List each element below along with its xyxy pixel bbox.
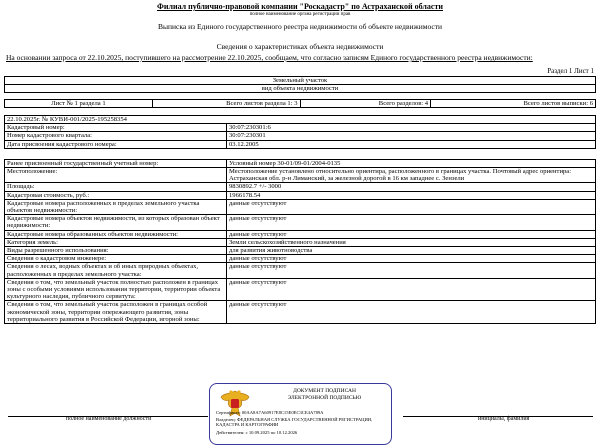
row-label: Ранее присвоенный государственный учетный номер: <box>5 159 227 167</box>
row-label: Категория земель: <box>5 238 227 246</box>
table-row <box>5 140 596 148</box>
table-row <box>5 278 596 301</box>
sheet-counts-table <box>4 99 596 108</box>
table-row <box>5 116 596 124</box>
stamp-owner <box>216 417 388 428</box>
table-row <box>5 168 596 183</box>
row-label: Сведения о лесах, водных объектах и об иных природных объектах, расположенных в пределах земельного участка: <box>5 263 227 278</box>
row-label: Кадастровая стоимость, руб.: <box>5 191 227 199</box>
stamp-title-line2: ЭЛЕКТРОННОЙ ПОДПИСЬЮ <box>287 394 362 401</box>
row-value: Местоположение установлено относительно ориентира, расположенного в границах участка. Почтовый адрес ориентира: Астраханская обл. р-н Лиманский, за железной дорогой в 16 км западнее с. Зензели <box>227 168 596 183</box>
owner-value: ФЕДЕРАЛЬНАЯ СЛУЖБА ГОСУДАРСТВЕННОЙ РЕГИСТРАЦИИ, КАДАСТРА И КАРТОГРАФИИ <box>216 417 373 428</box>
table-row <box>5 183 596 191</box>
organization-caption: полное наименование органа регистрации прав <box>249 12 351 17</box>
row-label: Местоположение: <box>5 168 227 183</box>
object-type-table <box>4 76 596 93</box>
table-row <box>5 215 596 230</box>
table-row <box>5 132 596 140</box>
row-value: 9830892.7 +/- 3000 <box>227 183 596 191</box>
table-row <box>5 148 596 159</box>
object-type: Земельный участок <box>5 77 596 85</box>
sheets-total: Всего листов выписки: 6 <box>431 100 596 108</box>
row-label: Дата присвоения кадастрового номера: <box>5 140 227 148</box>
table-row <box>5 199 596 214</box>
table-row <box>5 247 596 255</box>
row-label: Сведения о том, что земельный участок расположен в границах особой экономической зоны, территории опережающего развития, зоны территориального развития в Российской Федерации, игорной зоны: <box>5 301 227 324</box>
valid-value: с 10.09.2025 по 10.12.2026 <box>245 430 298 435</box>
row-spacer <box>5 148 596 159</box>
row-label: Виды разрешенного использования: <box>5 247 227 255</box>
cert-label: Сертификат: <box>216 410 241 415</box>
row-value: 30:07:230301:6 <box>227 124 596 132</box>
row-value: 30:07:230301 <box>227 132 596 140</box>
row-value: данные отсутствуют <box>227 263 596 278</box>
table-row <box>5 263 596 278</box>
row-label: Кадастровый номер: <box>5 124 227 132</box>
stamp-title <box>262 388 387 401</box>
row-value: Земли сельскохозяйственного назначения <box>227 238 596 246</box>
row-label: Кадастровые номера образованных объектов недвижимости: <box>5 230 227 238</box>
row-value: данные отсутствуют <box>227 278 596 301</box>
valid-label: Действителен: <box>216 430 245 435</box>
row-label: Сведения о том, что земельный участок полностью расположен в границах зоны с особыми условиями использования территории, территории объекта культурного наследия, публичного сервитута: <box>5 278 227 301</box>
table-row <box>5 191 596 199</box>
owner-label: Владелец: <box>216 417 236 422</box>
row-value: данные отсутствуют <box>227 230 596 238</box>
sheets-in-section: Всего листов раздела 1: 3 <box>152 100 300 108</box>
row-value: Условный номер 30-01/09-01/2004-0135 <box>227 159 596 167</box>
sheet-info: Раздел 1 Лист 1 <box>547 67 594 75</box>
stamp-validity <box>216 430 388 435</box>
row-label: Площадь: <box>5 183 227 191</box>
table-row <box>5 230 596 238</box>
row-value: для развития животноводства <box>227 247 596 255</box>
table-row <box>5 301 596 324</box>
organization-name: Филиал публично-правовой компании "Роскадастр" по Астраханской области <box>156 2 443 11</box>
row-label: Сведения о кадастровом инженере: <box>5 255 227 263</box>
sheet-number: Лист № 1 раздела 1 <box>5 100 153 108</box>
electronic-signature-stamp <box>209 383 392 445</box>
initials-caption: инициалы, фамилия <box>478 416 530 422</box>
row-value: данные отсутствуют <box>227 255 596 263</box>
table-row <box>5 159 596 167</box>
section-title: Сведения о характеристиках объекта недвижимости <box>216 42 384 51</box>
cert-value: 00AA8A7A60917E8C15E0EC3CE4A789A <box>241 410 324 415</box>
row-value: данные отсутствуют <box>227 215 596 230</box>
table-row <box>5 124 596 132</box>
sections-total: Всего разделов: 4 <box>300 100 431 108</box>
table-row <box>5 255 596 263</box>
document-title: Выписка из Единого государственного реестра недвижимости об объекте недвижимости <box>157 22 443 31</box>
request-number: 22.10.2025г. № КУВИ-001/2025-195258354 <box>5 116 596 124</box>
stamp-certificate <box>216 410 388 415</box>
intro-text-body: На основании запроса от 22.10.2025, поступившего на рассмотрение 22.10.2025, сообщаем, что согласно записям Единого государственного реестра недвижимости: <box>6 53 533 62</box>
stamp-title-line1: ДОКУМЕНТ ПОДПИСАН <box>293 388 356 394</box>
row-value: 03.12.2005 <box>227 140 596 148</box>
row-value: данные отсутствуют <box>227 301 596 324</box>
object-type-caption: вид объекта недвижимости <box>5 85 596 93</box>
row-label: Кадастровые номера объектов недвижимости, из которых образован объект недвижимости: <box>5 215 227 230</box>
table-row <box>5 238 596 246</box>
row-value: 1966178.54 <box>227 191 596 199</box>
row-label: Кадастровые номера расположенных в пределах земельного участка объектов недвижимости: <box>5 199 227 214</box>
position-caption: полное наименование должности <box>66 416 152 422</box>
row-value: данные отсутствуют <box>227 199 596 214</box>
characteristics-table <box>4 115 596 324</box>
intro-text <box>6 53 596 62</box>
row-label: Номер кадастрового квартала: <box>5 132 227 140</box>
